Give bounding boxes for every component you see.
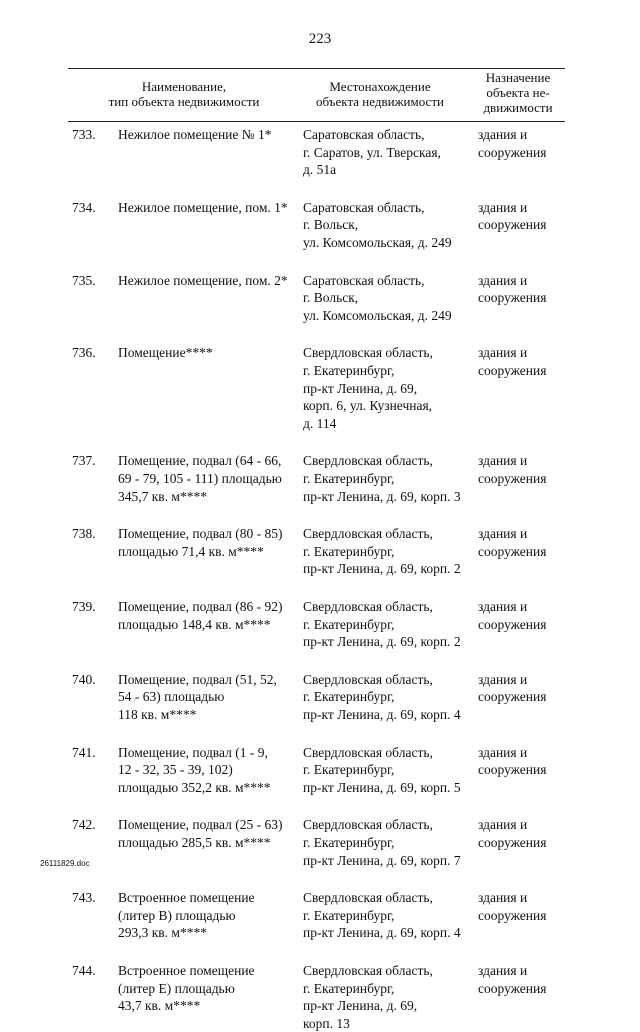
header-line: Местонахождение xyxy=(329,79,431,94)
purpose-cell xyxy=(478,744,558,779)
cell-line: г. Екатеринбург, xyxy=(303,543,395,559)
cell-line: (литер Е) площадью xyxy=(118,980,235,996)
row-number: 744. xyxy=(72,963,96,978)
header-line: объекта не- xyxy=(486,85,550,100)
row-number: 741. xyxy=(72,744,96,760)
cell-line: Помещение, подвал (86 - 92) xyxy=(118,599,283,614)
object-name-cell xyxy=(118,671,296,724)
cell-line: 345,7 кв. м**** xyxy=(118,488,207,504)
cell-line: здания и xyxy=(478,890,528,906)
cell-line: Свердловская область, xyxy=(303,963,433,978)
location-cell xyxy=(303,126,475,179)
cell-line: площадью 71,4 кв. м**** xyxy=(118,543,264,559)
object-name-cell xyxy=(118,598,296,633)
cell-line: корп. 6, ул. Кузнечная, xyxy=(303,398,433,414)
row-number: 736. xyxy=(72,345,96,361)
cell-line: пр-кт Ленина, д. 69, корп. 2 xyxy=(303,634,461,650)
cell-line: ул. Комсомольская, д. 249 xyxy=(303,307,452,323)
header-line: Назначение xyxy=(485,70,551,85)
cell-line: здания и xyxy=(478,453,528,469)
cell-line: здания и xyxy=(478,744,528,760)
location-cell xyxy=(303,344,475,432)
page-number: 223 xyxy=(308,31,332,47)
object-name-cell xyxy=(118,744,296,797)
cell-line: пр-кт Ленина, д. 69, корп. 2 xyxy=(303,561,461,577)
cell-line: сооружения xyxy=(478,907,547,923)
location-cell xyxy=(303,671,475,724)
cell-line: г. Саратов, ул. Тверская, xyxy=(303,144,441,160)
cell-line: сооружения xyxy=(478,543,547,559)
cell-line: пр-кт Ленина, д. 69, корп. 7 xyxy=(303,852,461,868)
cell-line: Свердловская область, xyxy=(303,453,433,469)
cell-line: сооружения xyxy=(478,144,547,160)
purpose-cell xyxy=(478,671,558,706)
cell-line: г. Екатеринбург, xyxy=(303,834,395,850)
cell-line: сооружения xyxy=(478,217,547,233)
purpose-cell xyxy=(478,452,558,487)
cell-line: сооружения xyxy=(478,689,547,705)
cell-line: Свердловская область, xyxy=(303,345,433,361)
object-name-cell xyxy=(118,126,296,144)
cell-line: пр-кт Ленина, д. 69, корп. 4 xyxy=(303,706,461,722)
cell-line: 54 - 63) площадью xyxy=(118,689,225,705)
cell-line: сооружения xyxy=(478,762,547,778)
cell-line: корп. 13 xyxy=(303,1015,350,1031)
cell-line: пр-кт Ленина, д. 69, корп. 5 xyxy=(303,779,461,795)
cell-line: Свердловская область, xyxy=(303,526,433,542)
row-number: 740. xyxy=(72,671,96,687)
object-name-cell xyxy=(118,344,296,362)
cell-line: пр-кт Ленина, д. 69, xyxy=(303,998,418,1014)
location-cell xyxy=(303,452,475,505)
cell-line: г. Екатеринбург, xyxy=(303,762,395,778)
object-name-cell xyxy=(118,272,296,290)
cell-line: Нежилое помещение № 1* xyxy=(118,127,272,142)
row-number: 742. xyxy=(72,817,96,833)
cell-line: здания и xyxy=(478,526,528,542)
cell-line: сооружения xyxy=(478,470,547,486)
cell-line: здания и xyxy=(478,599,528,614)
cell-line: сооружения xyxy=(478,362,547,378)
cell-line: Помещение, подвал (64 - 66, xyxy=(118,453,282,469)
location-cell xyxy=(303,889,475,942)
cell-line: Нежилое помещение, пом. 1* xyxy=(118,199,288,215)
object-name-cell xyxy=(118,889,296,942)
purpose-cell xyxy=(478,962,558,997)
row-number: 734. xyxy=(72,199,96,215)
cell-line: 43,7 кв. м**** xyxy=(118,998,201,1014)
row-number: 739. xyxy=(72,599,96,614)
header-location-column xyxy=(290,79,470,109)
purpose-cell xyxy=(478,199,558,234)
cell-line: д. 51а xyxy=(303,162,337,178)
cell-line: пр-кт Ленина, д. 69, корп. 3 xyxy=(303,488,461,504)
cell-line: г. Екатеринбург, xyxy=(303,470,395,486)
header-line: движимости xyxy=(483,100,553,115)
purpose-cell xyxy=(478,272,558,307)
cell-line: Помещение**** xyxy=(118,345,213,361)
cell-line: Помещение, подвал (80 - 85) xyxy=(118,526,283,542)
cell-line: Саратовская область, xyxy=(303,127,425,142)
location-cell xyxy=(303,962,475,1032)
table-header-rule xyxy=(68,121,565,122)
object-name-cell xyxy=(118,816,296,851)
cell-line: г. Вольск, xyxy=(303,290,359,306)
row-number: 735. xyxy=(72,272,96,288)
object-name-cell xyxy=(118,452,296,505)
cell-line: Свердловская область, xyxy=(303,890,433,906)
purpose-cell xyxy=(478,889,558,924)
row-number: 743. xyxy=(72,890,96,906)
header-purpose-column xyxy=(476,70,560,115)
cell-line: Помещение, подвал (51, 52, xyxy=(118,671,277,687)
cell-line: Помещение, подвал (1 - 9, xyxy=(118,744,268,760)
purpose-cell xyxy=(478,344,558,379)
cell-line: 293,3 кв. м**** xyxy=(118,925,207,941)
cell-line: здания и xyxy=(478,345,528,361)
row-number: 733. xyxy=(72,127,96,142)
location-cell xyxy=(303,199,475,252)
cell-line: 118 кв. м**** xyxy=(118,706,197,722)
cell-line: Встроенное помещение xyxy=(118,890,255,906)
purpose-cell xyxy=(478,816,558,851)
cell-line: Саратовская область, xyxy=(303,199,425,215)
cell-line: Свердловская область, xyxy=(303,744,433,760)
cell-line: Нежилое помещение, пом. 2* xyxy=(118,272,288,288)
location-cell xyxy=(303,816,475,869)
cell-line: сооружения xyxy=(478,290,547,306)
cell-line: здания и xyxy=(478,817,528,833)
cell-line: площадью 148,4 кв. м**** xyxy=(118,616,271,632)
location-cell xyxy=(303,272,475,325)
object-name-cell xyxy=(118,199,296,217)
row-number: 738. xyxy=(72,526,96,542)
cell-line: 69 - 79, 105 - 111) площадью xyxy=(118,470,282,486)
cell-line: Свердловская область, xyxy=(303,599,433,614)
cell-line: сооружения xyxy=(478,980,547,996)
header-line: тип объекта недвижимости xyxy=(108,94,260,109)
cell-line: сооружения xyxy=(478,834,547,850)
cell-line: г. Екатеринбург, xyxy=(303,689,395,705)
cell-line: г. Екатеринбург, xyxy=(303,362,395,378)
cell-line: площадью 285,5 кв. м**** xyxy=(118,834,271,850)
purpose-cell xyxy=(478,525,558,560)
cell-line: 12 - 32, 35 - 39, 102) xyxy=(118,762,233,778)
cell-line: сооружения xyxy=(478,616,547,632)
cell-line: здания и xyxy=(478,199,528,215)
location-cell xyxy=(303,525,475,578)
cell-line: Свердловская область, xyxy=(303,817,433,833)
document-filename: 26111829.doc xyxy=(40,859,90,868)
table-top-rule xyxy=(68,68,565,69)
cell-line: пр-кт Ленина, д. 69, xyxy=(303,380,418,396)
cell-line: здания и xyxy=(478,963,528,978)
purpose-cell xyxy=(478,598,558,633)
header-line: объекта недвижимости xyxy=(316,94,444,109)
cell-line: пр-кт Ленина, д. 69, корп. 4 xyxy=(303,925,461,941)
cell-line: г. Екатеринбург, xyxy=(303,980,395,996)
location-cell xyxy=(303,744,475,797)
cell-line: Саратовская область, xyxy=(303,272,425,288)
cell-line: здания и xyxy=(478,272,528,288)
cell-line: Свердловская область, xyxy=(303,671,433,687)
cell-line: Помещение, подвал (25 - 63) xyxy=(118,817,283,833)
object-name-cell xyxy=(118,525,296,560)
header-line: Наименование, xyxy=(141,79,227,94)
row-number: 737. xyxy=(72,453,96,469)
cell-line: д. 114 xyxy=(303,415,337,431)
cell-line: ул. Комсомольская, д. 249 xyxy=(303,234,452,250)
cell-line: (литер В) площадью xyxy=(118,907,236,923)
object-name-cell xyxy=(118,962,296,1015)
cell-line: Встроенное помещение xyxy=(118,963,255,978)
cell-line: г. Екатеринбург, xyxy=(303,907,395,923)
cell-line: г. Екатеринбург, xyxy=(303,616,395,632)
header-name-column xyxy=(84,79,284,109)
purpose-cell xyxy=(478,126,558,161)
cell-line: площадью 352,2 кв. м**** xyxy=(118,779,271,795)
location-cell xyxy=(303,598,475,651)
cell-line: г. Вольск, xyxy=(303,217,359,233)
cell-line: здания и xyxy=(478,671,528,687)
cell-line: здания и xyxy=(478,127,528,142)
